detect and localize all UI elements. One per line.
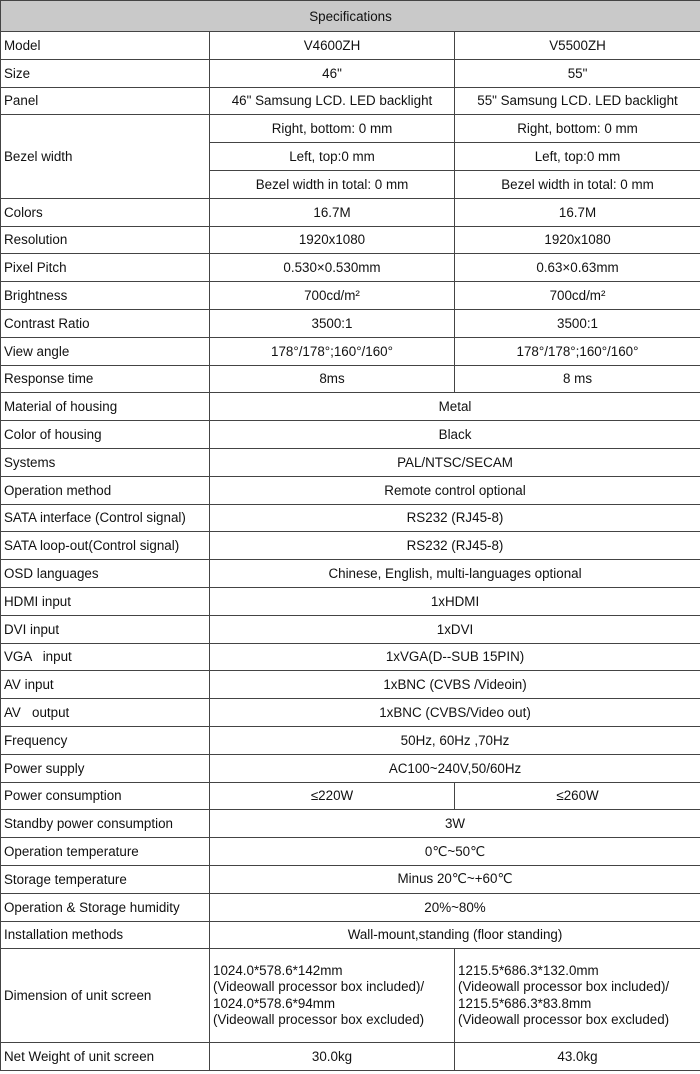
row-label: Size xyxy=(1,59,210,87)
cell-value: 178°/178°;160°/160° xyxy=(210,337,455,365)
table-row xyxy=(1,532,700,560)
dimension-line: (Videowall processor box excluded) xyxy=(213,1012,425,1028)
model-2: V5500ZH xyxy=(455,32,700,60)
cell-value: Left, top:0 mm xyxy=(455,143,700,171)
cell-value: 16.7M xyxy=(455,198,700,226)
row-label: Storage temperature xyxy=(1,865,210,893)
cell-value: Wall-mount,standing (floor standing) xyxy=(210,921,700,949)
dimension-line: (Videowall processor box included)/ xyxy=(213,979,425,995)
model-1: V4600ZH xyxy=(210,32,455,60)
cell-value: 3500:1 xyxy=(210,309,455,337)
table-row xyxy=(1,421,700,449)
table-row xyxy=(1,699,700,727)
cell-value: 46" Samsung LCD. LED backlight xyxy=(210,87,455,115)
dimension-cell xyxy=(455,949,700,1043)
table-row xyxy=(1,643,700,671)
cell-value: Bezel width in total: 0 mm xyxy=(455,170,700,198)
row-label: Systems xyxy=(1,448,210,476)
dimension-line: (Videowall processor box excluded) xyxy=(458,1012,670,1028)
cell-value: 0.530×0.530mm xyxy=(210,254,455,282)
cell-value: PAL/NTSC/SECAM xyxy=(210,448,700,476)
row-label: OSD languages xyxy=(1,560,210,588)
row-label: Power supply xyxy=(1,754,210,782)
table-row xyxy=(1,782,700,810)
table-row xyxy=(1,365,700,393)
row-label: Colors xyxy=(1,198,210,226)
table-title: Specifications xyxy=(1,1,700,32)
row-label: SATA loop-out(Control signal) xyxy=(1,532,210,560)
cell-value: 8 ms xyxy=(455,365,700,393)
table-row xyxy=(1,838,700,866)
table-row xyxy=(1,893,700,921)
row-label: Pixel Pitch xyxy=(1,254,210,282)
table-row xyxy=(1,115,700,143)
row-label: HDMI input xyxy=(1,587,210,615)
table-row xyxy=(1,560,700,588)
cell-value: 1xBNC (CVBS /Videoin) xyxy=(210,671,700,699)
row-label: Net Weight of unit screen xyxy=(1,1043,210,1071)
cell-value: 1xBNC (CVBS/Video out) xyxy=(210,699,700,727)
table-row xyxy=(1,448,700,476)
table-row xyxy=(1,504,700,532)
cell-value: 3500:1 xyxy=(455,309,700,337)
row-label: Dimension of unit screen xyxy=(1,949,210,1043)
table-row xyxy=(1,198,700,226)
row-label: AV input xyxy=(1,671,210,699)
dimension-cell xyxy=(210,949,455,1043)
row-label: Color of housing xyxy=(1,421,210,449)
table-row xyxy=(1,254,700,282)
cell-value: 50Hz, 60Hz ,70Hz xyxy=(210,726,700,754)
row-label: SATA interface (Control signal) xyxy=(1,504,210,532)
row-label: VGA input xyxy=(1,643,210,671)
table-row xyxy=(1,1043,700,1071)
cell-value: 16.7M xyxy=(210,198,455,226)
table-row xyxy=(1,393,700,421)
table-row xyxy=(1,32,700,60)
table-row xyxy=(1,865,700,893)
table-row xyxy=(1,282,700,310)
row-label: DVI input xyxy=(1,615,210,643)
cell-value: 178°/178°;160°/160° xyxy=(455,337,700,365)
row-label: Frequency xyxy=(1,726,210,754)
cell-value: 1xHDMI xyxy=(210,587,700,615)
table-row xyxy=(1,754,700,782)
table-row xyxy=(1,59,700,87)
table-row xyxy=(1,921,700,949)
cell-value: Left, top:0 mm xyxy=(210,143,455,171)
cell-value: 700cd/m² xyxy=(455,282,700,310)
cell-value: 55" Samsung LCD. LED backlight xyxy=(455,87,700,115)
cell-value: Bezel width in total: 0 mm xyxy=(210,170,455,198)
row-label: Model xyxy=(1,32,210,60)
row-label: Material of housing xyxy=(1,393,210,421)
table-row xyxy=(1,587,700,615)
cell-value: Remote control optional xyxy=(210,476,700,504)
cell-value: Metal xyxy=(210,393,700,421)
row-label: Panel xyxy=(1,87,210,115)
cell-value: 3W xyxy=(210,810,700,838)
cell-value: 46" xyxy=(210,59,455,87)
table-row xyxy=(1,615,700,643)
cell-value: 1xDVI xyxy=(210,615,700,643)
table-row xyxy=(1,309,700,337)
cell-value: ≤260W xyxy=(455,782,700,810)
table-row xyxy=(1,226,700,254)
cell-value: RS232 (RJ45-8) xyxy=(210,532,700,560)
row-label: Installation methods xyxy=(1,921,210,949)
cell-value: Minus 20℃~+60℃ xyxy=(210,865,700,893)
row-label: View angle xyxy=(1,337,210,365)
dimension-line: 1215.5*686.3*83.8mm xyxy=(458,995,592,1011)
table-row xyxy=(1,476,700,504)
row-label: Contrast Ratio xyxy=(1,309,210,337)
row-label: Bezel width xyxy=(1,115,210,198)
row-label: Operation method xyxy=(1,476,210,504)
table-row xyxy=(1,87,700,115)
cell-value: 0.63×0.63mm xyxy=(455,254,700,282)
row-label: Brightness xyxy=(1,282,210,310)
cell-value: Right, bottom: 0 mm xyxy=(210,115,455,143)
cell-value: 1920x1080 xyxy=(455,226,700,254)
table-row xyxy=(1,671,700,699)
row-label: Power consumption xyxy=(1,782,210,810)
cell-value: 30.0kg xyxy=(210,1043,455,1071)
cell-value: AC100~240V,50/60Hz xyxy=(210,754,700,782)
cell-value: ≤220W xyxy=(210,782,455,810)
cell-value: Right, bottom: 0 mm xyxy=(455,115,700,143)
cell-value: 20%~80% xyxy=(210,893,700,921)
cell-value: Chinese, English, multi-languages optional xyxy=(210,560,700,588)
cell-value: 1xVGA(D--SUB 15PIN) xyxy=(210,643,700,671)
cell-value: 0℃~50℃ xyxy=(210,838,700,866)
cell-value: 1920x1080 xyxy=(210,226,455,254)
cell-value: Black xyxy=(210,421,700,449)
table-row xyxy=(1,337,700,365)
cell-value: 8ms xyxy=(210,365,455,393)
dimension-line: 1024.0*578.6*94mm xyxy=(213,995,336,1011)
cell-value: RS232 (RJ45-8) xyxy=(210,504,700,532)
table-row xyxy=(1,810,700,838)
table-row xyxy=(1,726,700,754)
dimension-line: 1024.0*578.6*142mm xyxy=(213,962,343,978)
row-label: Response time xyxy=(1,365,210,393)
cell-value: 700cd/m² xyxy=(210,282,455,310)
table-row xyxy=(1,949,700,1043)
dimension-line: 1215.5*686.3*132.0mm xyxy=(458,962,599,978)
dimension-line: (Videowall processor box included)/ xyxy=(458,979,670,995)
cell-value: 43.0kg xyxy=(455,1043,700,1071)
row-label: Standby power consumption xyxy=(1,810,210,838)
row-label: AV output xyxy=(1,699,210,727)
row-label: Operation temperature xyxy=(1,838,210,866)
cell-value: 55" xyxy=(455,59,700,87)
row-label: Operation & Storage humidity xyxy=(1,893,210,921)
row-label: Resolution xyxy=(1,226,210,254)
